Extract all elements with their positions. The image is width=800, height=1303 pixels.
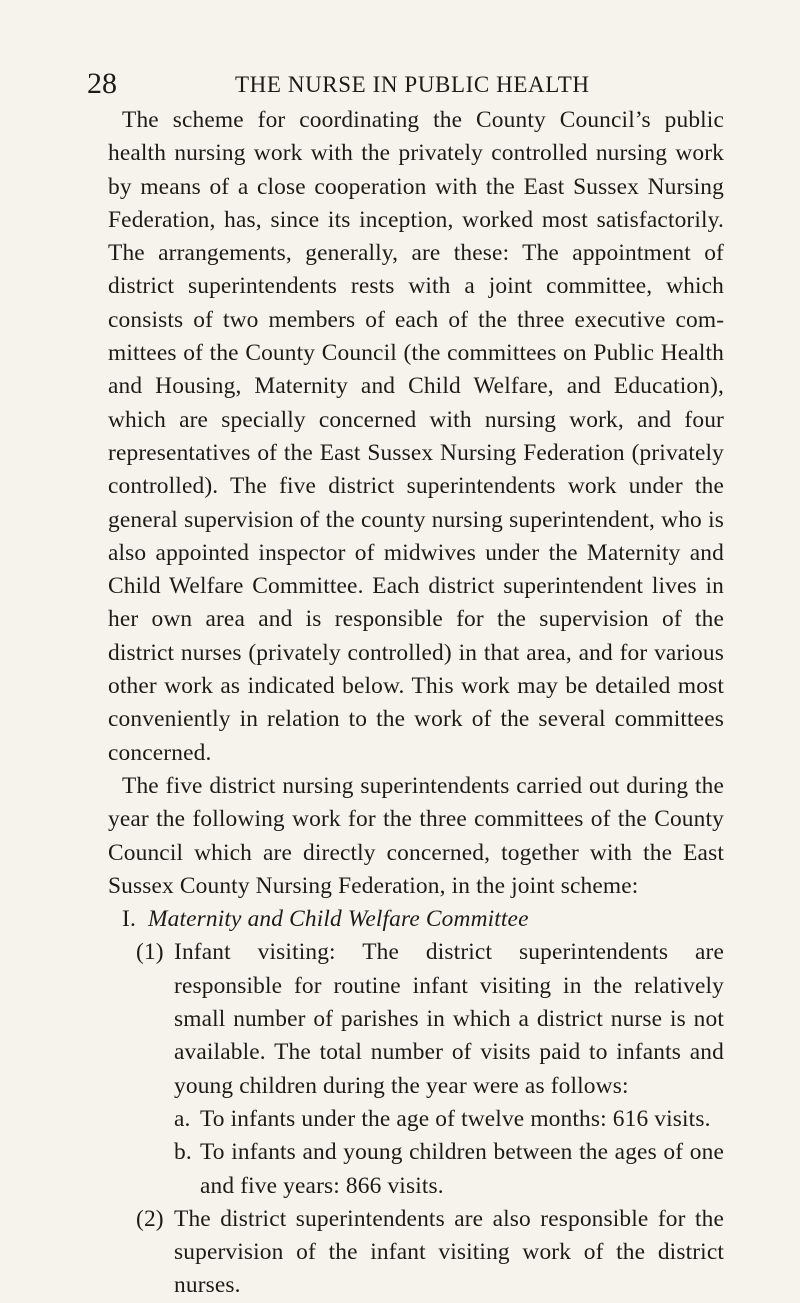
sub-item-marker: a. — [174, 1105, 191, 1132]
sub-item-text: To infants and young children between the ages of one and five years: 866 visits. — [200, 1139, 724, 1199]
section-title: Maternity and Child Welfare Committee — [148, 906, 529, 933]
sub-item-b — [174, 1136, 724, 1203]
paragraph-1: The scheme for coordinating the County Council’s public health nursing work with the privately controlled nursing work by means of a close cooperation with the East Sussex Nursing Federation, has, since its inception, worked most satisfactorily. The arrangements, generally, are these: The appointment of district superintendents rests with a joint committee, which consists of two members of each of the three executive committees of the County Council (the committees on Public Health and Housing, Maternity and Child Welfare, and Education), which are specially concerned with nursing work, and four representatives of the East Sussex Nursing Federation (privately controlled). The five district superintendents work under the general supervision of the county nursing superintendent, who is also appointed inspector of midwives under the Maternity and Child Welfare Committee. Each district superintendent lives in her own area and is responsible for the supervision of the district nurses (privately controlled) in that area, and for various other work as indicated below. This work may be detailed most conveniently in relation to the work of the several committees concerned. — [108, 107, 724, 766]
running-head — [87, 66, 727, 102]
sub-item-a — [174, 1103, 724, 1136]
list-item-marker: (2) — [136, 1205, 164, 1232]
body-text — [108, 104, 724, 1303]
running-head-title: THE NURSE IN PUBLIC HEALTH — [235, 72, 590, 97]
paragraph-2: The five district nursing superintendents carried out during the year the following work for the three committees of the County Council which are directly concerned, together with the East Sussex County Nursing Federation, in the joint scheme: — [108, 772, 724, 899]
section-numeral: I. — [122, 906, 136, 933]
list-item-marker: (1) — [136, 939, 164, 966]
list-item-text: Infant visiting: The district superintendents are responsible for routine infant visiting in the relatively small number of parishes in which a district nurse is not available. The total number of visits paid to infants and young children during the year were as follows: — [174, 939, 724, 1099]
page-number: 28 — [87, 67, 117, 100]
list-item-2 — [108, 1203, 724, 1303]
section-heading — [108, 903, 724, 936]
list-item-text: The district superintendents are also responsible for the supervision of the infant visiting work of the district nurses. — [174, 1205, 724, 1299]
sub-item-marker: b. — [174, 1139, 192, 1166]
list-item-1 — [108, 936, 724, 1102]
sub-item-text: To infants under the age of twelve months: 616 visits. — [200, 1105, 711, 1132]
